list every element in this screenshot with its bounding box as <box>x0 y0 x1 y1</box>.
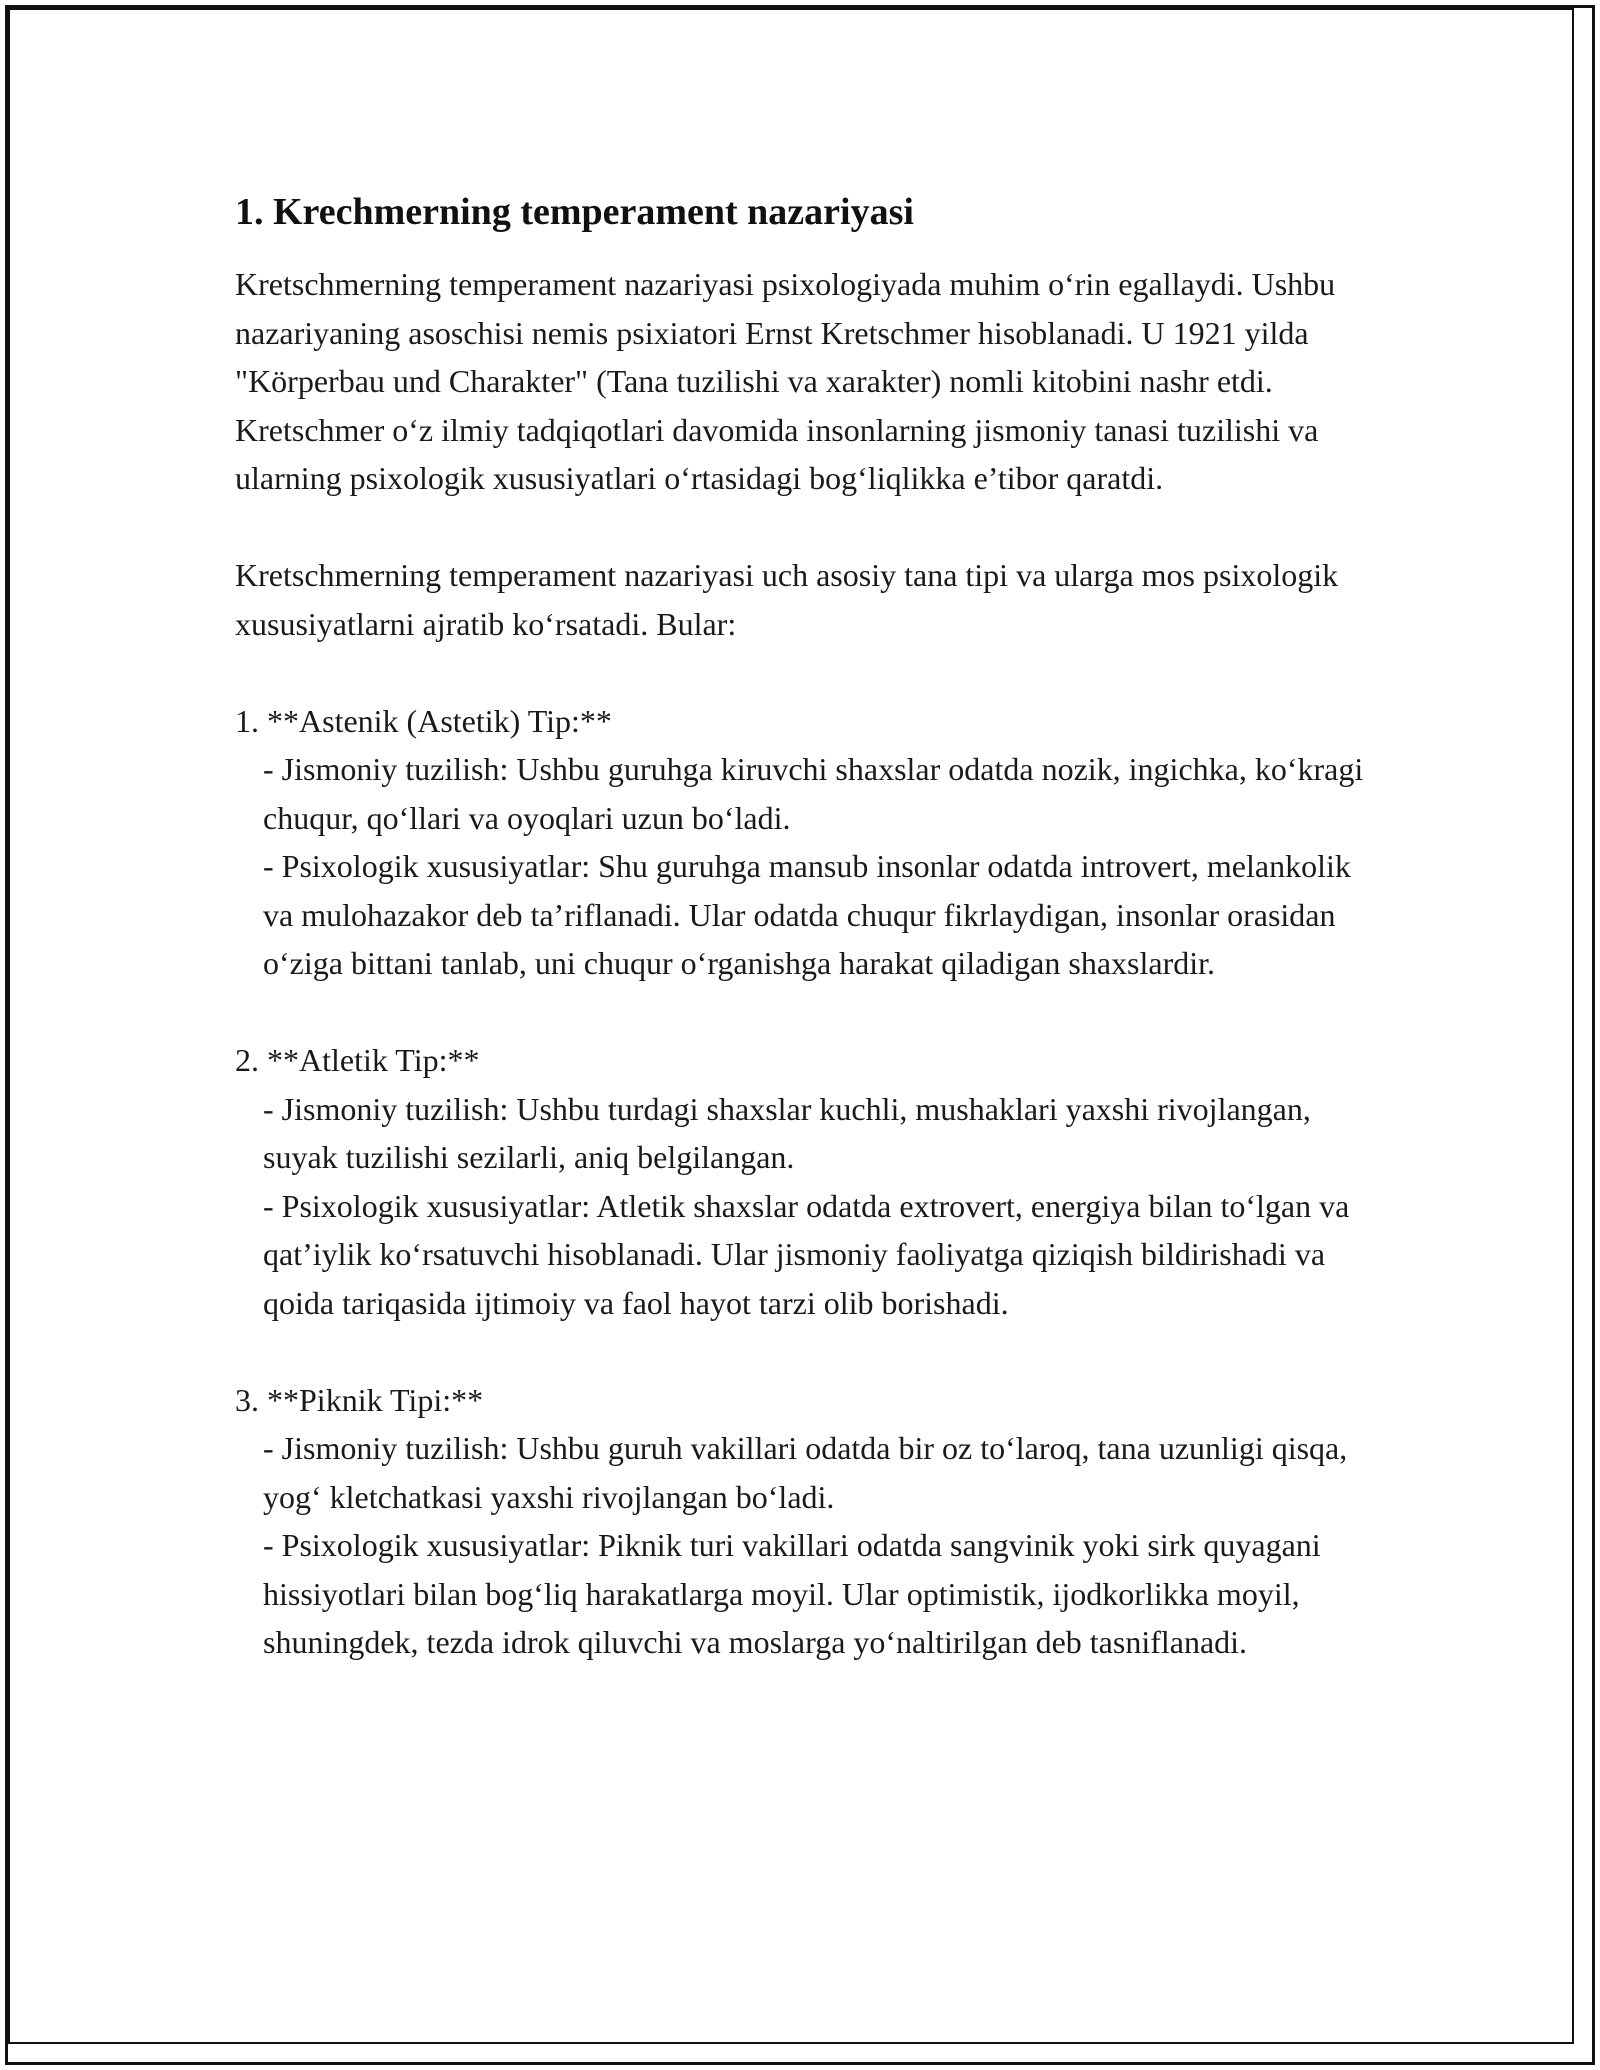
paragraph-gap <box>235 988 1385 1037</box>
psychological-description: - Psixologik xususiyatlar: Atletik shaxslar odatda extrovert, energiya bilan to‘lgan va qat’iylik ko‘rsatuvchi hisoblanadi. Ular jismoniy faoliyatga qiziqish bildirishadi va qoida tariqasida ijtimoiy va faol hayot tarzi olib borishadi. <box>263 1187 1358 1321</box>
type-section-athletic <box>235 1036 1385 1327</box>
type-section-pyknic <box>235 1376 1385 1667</box>
physical-description: - Jismoniy tuzilish: Ushbu guruh vakillari odatda bir oz to‘laroq, tana uzunligi qisqa, yog‘ kletchatkasi yaxshi rivojlangan bo‘ladi. <box>263 1430 1356 1515</box>
type-heading: 3. **Piknik Tipi:** <box>235 1381 484 1418</box>
physical-description: - Jismoniy tuzilish: Ushbu turdagi shaxslar kuchli, mushaklari yaxshi rivojlangan, suyak tuzilishi sezilarli, aniq belgilangan. <box>263 1090 1319 1175</box>
document-body <box>235 188 1385 1667</box>
paragraph-gap <box>235 503 1385 552</box>
overview-paragraph: Kretschmerning temperament nazariyasi uch asosiy tana tipi va ularga mos psixologik xususiyatlarni ajratib ko‘rsatadi. Bular: <box>235 557 1347 642</box>
type-heading: 2. **Atletik Tip:** <box>235 1042 480 1078</box>
page-title: 1. Krechmerning temperament nazariyasi <box>235 191 914 233</box>
paragraph-gap <box>235 1327 1385 1376</box>
paragraph-gap <box>235 648 1385 697</box>
type-heading: 1. **Astenik (Astetik) Tip:** <box>235 702 612 739</box>
type-section-asthenic <box>235 697 1385 988</box>
physical-description: - Jismoniy tuzilish: Ushbu guruhga kiruvchi shaxslar odatda nozik, ingichka, ko‘kragi chuqur, qo‘llari va oyoqlari uzun bo‘ladi. <box>263 751 1372 836</box>
psychological-description: - Psixologik xususiyatlar: Piknik turi vakillari odatda sangvinik yoki sirk quyagani hissiyotlari bilan bog‘liq harakatlarga moyil. Ular optimistik, ijodkorlikka moyil, shuningdek, tezda idrok qiluvchi va moslarga yo‘naltirilgan deb tasniflanadi. <box>263 1527 1329 1660</box>
intro-paragraph: Kretschmerning temperament nazariyasi psixologiyada muhim o‘rin egallaydi. Ushbu nazariyaning asoschisi nemis psixiatori Ernst Kretschmer hisoblanadi. U 1921 yilda "Körperbau und Charakter" (Tana tuzilishi va xarakter) nomli kitobini nashr etdi. Kretschmer o‘z ilmiy tadqiqotlari davomida insonlarning jismoniy tanasi tuzilishi va ularning psixologik xususiyatlari o‘rtasidagi bog‘liqlikka e’tibor qaratdi. <box>235 266 1344 496</box>
psychological-description: - Psixologik xususiyatlar: Shu guruhga mansub insonlar odatda introvert, melankolik va mulohazakor deb ta’riflanadi. Ular odatda chuqur fikrlaydigan, insonlar orasidan o‘ziga bittani tanlab, uni chuqur o‘rganishga harakat qiladigan shaxslardir. <box>263 848 1359 981</box>
